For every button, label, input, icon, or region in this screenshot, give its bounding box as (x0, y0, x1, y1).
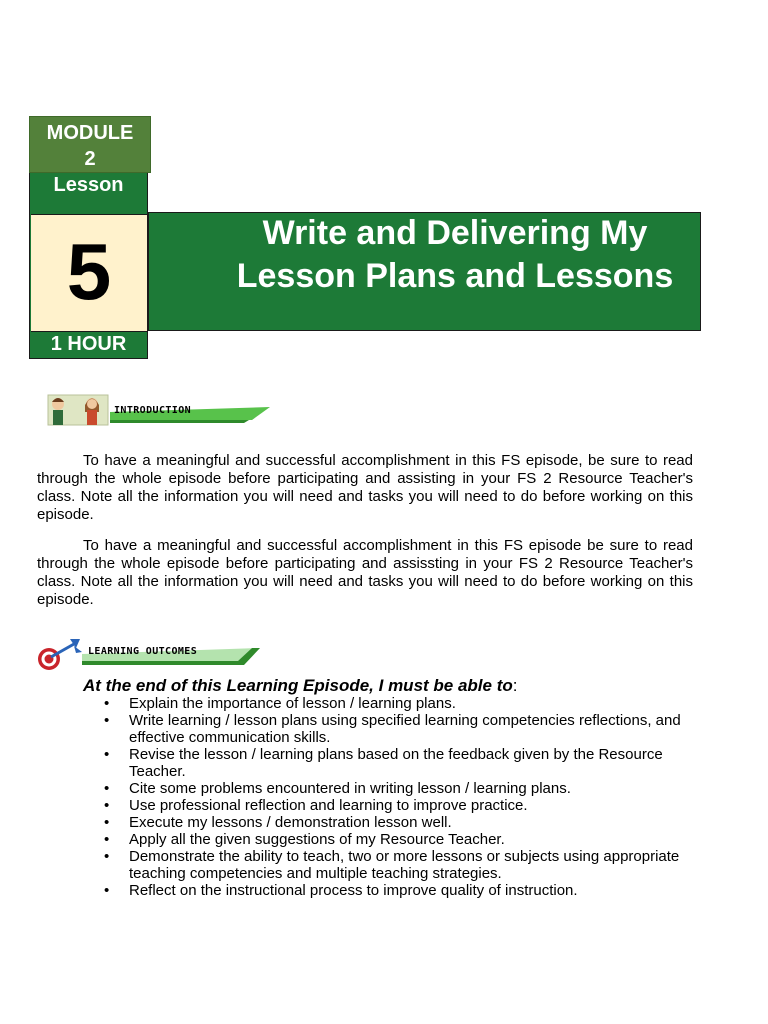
list-item: • Explain the importance of lesson / learning plans. (107, 695, 707, 712)
list-item: • Execute my lessons / demonstration lesson well. (107, 814, 707, 831)
list-item: • Reflect on the instructional process to improve quality of instruction. (107, 882, 707, 899)
module-text: MODULE 2 (46, 122, 134, 170)
intro-paragraph-1: To have a meaningful and successful accomplishment in this FS episode, be sure to read through the whole episode before participating and assisting in your FS 2 Resource Teacher's class. Note all the information you will need and tasks you will need to do before working on this episode. (37, 452, 693, 523)
list-item: • Demonstrate the ability to teach, two or more lessons or subjects using appropriate teaching competencies and multiple teaching strategies. (107, 848, 707, 882)
introduction-tag-label: INTRODUCTION (114, 405, 192, 416)
title-line-1: Write and Delivering My (262, 214, 648, 252)
list-item: • Cite some problems encountered in writing lesson / learning plans. (107, 780, 707, 797)
module-label (29, 120, 151, 172)
learning-outcomes-tag-label: LEARNING OUTCOMES (88, 646, 198, 657)
outcomes-heading-colon: : (512, 676, 518, 695)
outcomes-heading-text: At the end of this Learning Episode, I must be able to (83, 676, 513, 695)
lesson-label: Lesson (53, 174, 124, 196)
intro-paragraph-2: To have a meaningful and successful accomplishment in this FS episode be sure to read through the whole episode before participating and assissting in your FS 2 Resource Teacher's class. Note all the information you will need and tasks you will need to do before working on this episode. (37, 537, 693, 608)
list-item: • Write learning / lesson plans using specified learning competencies reflections, and effective communication skills. (107, 712, 707, 746)
page-title (210, 212, 700, 298)
learning-outcomes-tag (36, 634, 266, 676)
lesson-number: 5 (66, 227, 112, 316)
list-item: • Use professional reflection and learning to improve practice. (107, 797, 707, 814)
list-item: • Apply all the given suggestions of my Resource Teacher. (107, 831, 707, 848)
duration-label: 1 HOUR (50, 333, 127, 355)
title-line-2: Lesson Plans and Lessons (236, 257, 674, 295)
list-item: • Revise the lesson / learning plans based on the feedback given by the Resource Teacher. (107, 746, 707, 780)
outcomes-list (107, 695, 707, 899)
outcomes-heading (83, 675, 518, 697)
introduction-tag (44, 392, 274, 430)
